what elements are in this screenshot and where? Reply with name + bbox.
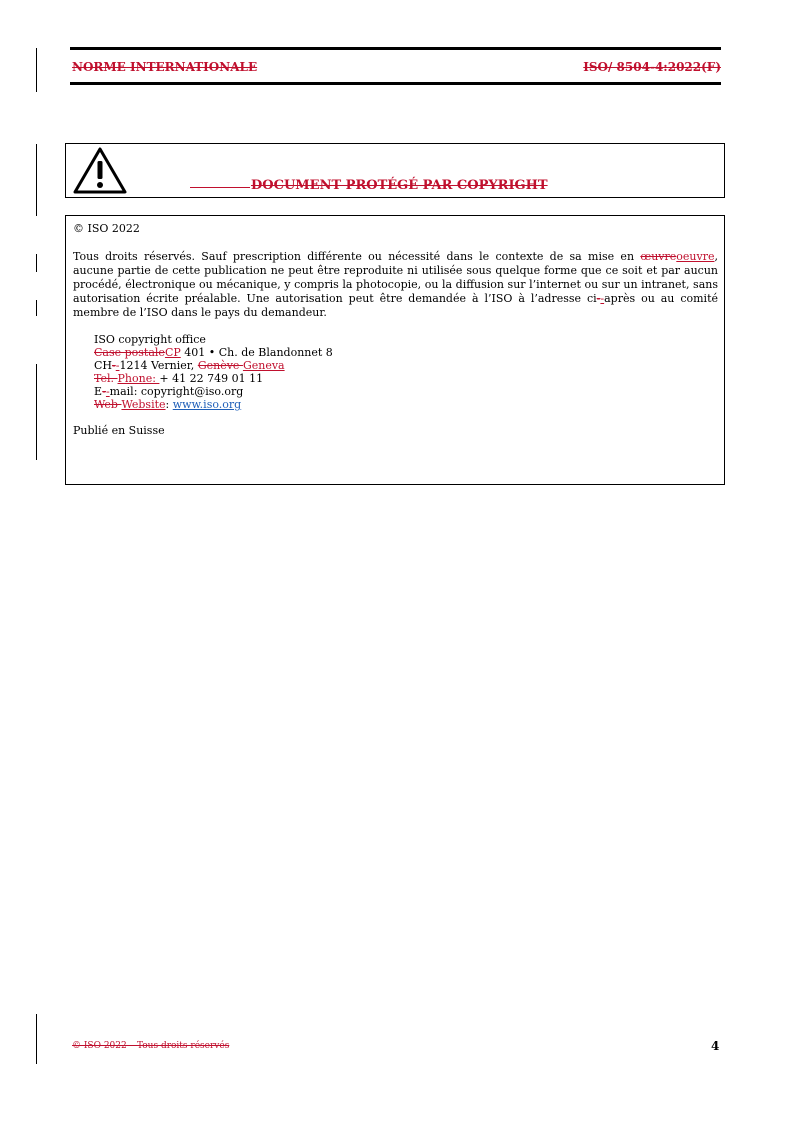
header-top-rule [70, 47, 721, 50]
address-street: Case postaleCP 401 • Ch. de Blandonnet 8 [94, 346, 333, 359]
address-email: E--mail: copyright@iso.org [94, 385, 244, 398]
header-reference: ISO/ 8504-4:2022(F) [583, 60, 721, 74]
change-bar [36, 1014, 37, 1064]
page-number: 4 [711, 1039, 720, 1053]
warning-title: DOCUMENT PROTÉGÉ PAR COPYRIGHT [251, 178, 548, 193]
address-block [94, 333, 718, 411]
address-office: ISO copyright office [94, 333, 206, 346]
address-website: Web Website: www.iso.org [94, 398, 242, 411]
copyright-warning-box [65, 143, 725, 198]
footer-copyright: © ISO 2022 – Tous droits réservés [72, 1041, 230, 1051]
address-phone: Tel. Phone: + 41 22 749 01 11 [94, 372, 264, 385]
change-bar [36, 254, 37, 272]
warning-triangle-icon [73, 146, 127, 194]
change-bar [36, 364, 37, 460]
copyright-text-box [65, 215, 725, 485]
website-link[interactable]: www.iso.org [172, 398, 242, 411]
address-city: CH--1214 Vernier, Genève Geneva [94, 359, 285, 372]
change-bar [36, 144, 37, 216]
header-title: NORME INTERNATIONALE [72, 60, 258, 74]
change-bar [36, 48, 37, 92]
warning-title-leader [190, 187, 250, 188]
rights-paragraph: Tous droits réservés. Sauf prescription différente ou nécessité dans le contexte de sa mise en œuvreoeuvre, aucune partie de cette publication ne peut être reproduite ni utilisée sous quelque forme que ce soit et par aucun procédé, électronique ou mécanique, y compris la photocopie, ou la diffusion sur l’internet ou sur un intranet, sans autorisation écrite préalable. Une autorisation peut être demandée à l’ISO à l’adresse ci--après ou au comité membre de l’ISO dans le pays du demandeur. [73, 250, 718, 319]
change-bar [36, 300, 37, 316]
published-in: Publié en Suisse [73, 424, 165, 437]
copyright-line: © ISO 2022 [73, 222, 140, 235]
header-bottom-rule [70, 82, 721, 85]
